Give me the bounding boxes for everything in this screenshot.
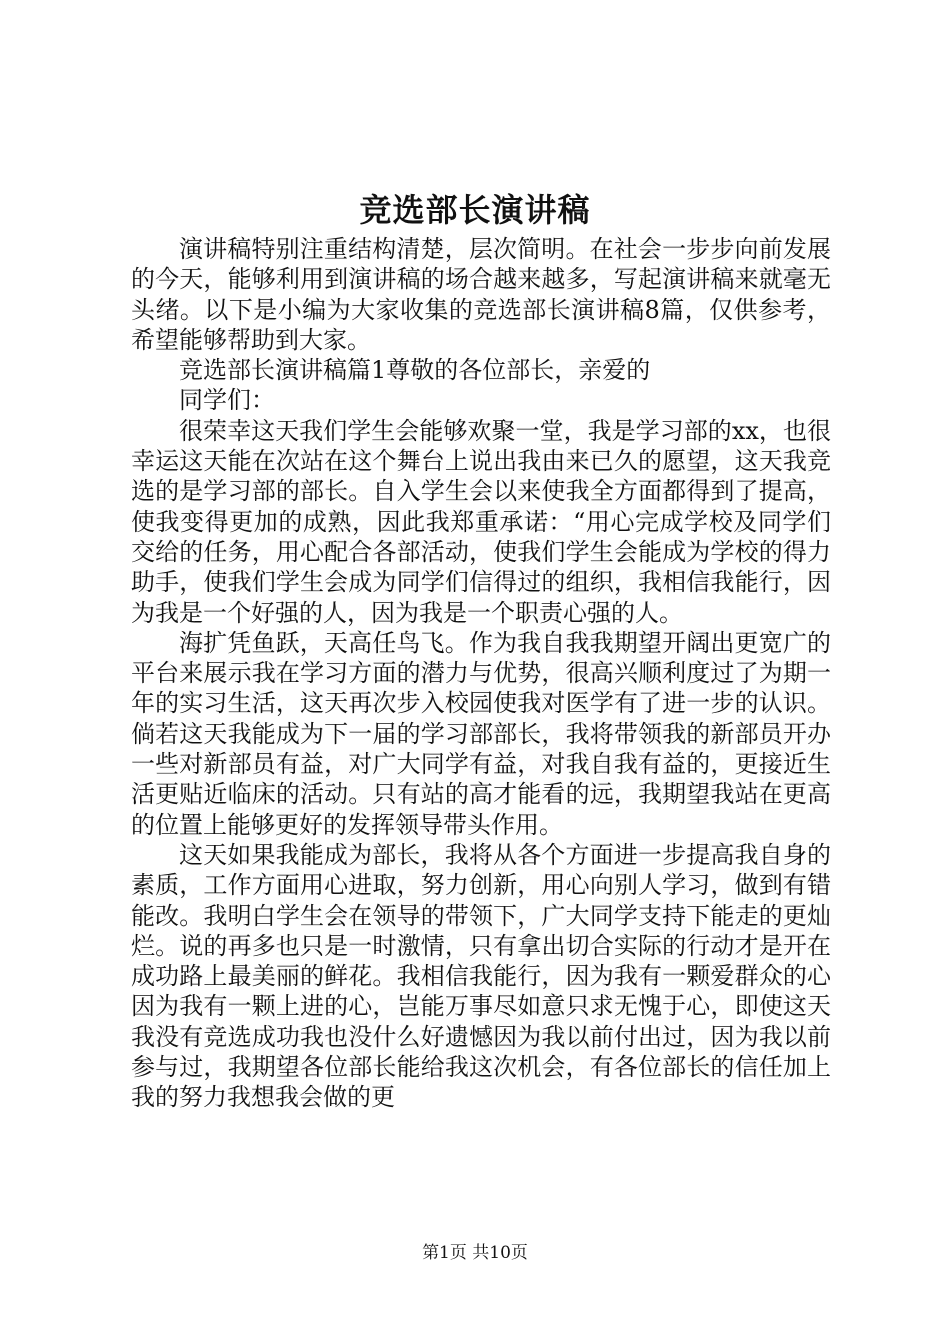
paragraph-body-1: 很荣幸这天我们学生会能够欢聚一堂，我是学习部的xx，也很幸运这天能在次站在这个舞台上说出我由来已久的愿望，这天我竞选的是学习部的部长。自入学生会以来使我全方面都得到了提高，使我变得更加的成熟，因此我郑重承诺：“用心完成学校及同学们交给的任务，用心配合各部活动，使我们学生会能成为学校的得力助手，使我们学生会成为同学们信得过的组织，我相信我能行，因为我是一个好强的人，因为我是一个职责心强的人。: [131, 416, 831, 627]
paragraph-body-3: 这天如果我能成为部长，我将从各个方面进一步提高我自身的素质，工作方面用心进取，努力创新，用心向别人学习，做到有错能改。我明白学生会在领导的带领下，广大同学支持下能走的更灿烂。说的再多也只是一时激情，只有拿出切合实际的行动才是开在成功路上最美丽的鲜花。我相信我能行，因为我有一颗爱群众的心因为我有一颗上进的心，岂能万事尽如意只求无愧于心，即使这天我没有竞选成功我也没什么好遗憾因为我以前付出过，因为我以前参与过，我期望各位部长能给我这次机会，有各位部长的信任加上我的努力我想我会做的更: [131, 840, 831, 1112]
document-body: [131, 234, 831, 1113]
paragraph-body-2: 海扩凭鱼跃，天高任鸟飞。作为我自我我期望开阔出更宽广的平台来展示我在学习方面的潜力与优势，很高兴顺利度过了为期一年的实习生活，这天再次步入校园使我对医学有了进一步的认识。倘若这天我能成为下一届的学习部部长，我将带领我的新部员开办一些对新部员有益，对广大同学有益，对我自我有益的，更接近生活更贴近临床的活动。只有站的高才能看的远，我期望我站在更高的位置上能够更好的发挥领导带头作用。: [131, 628, 831, 839]
paragraph-intro: 演讲稿特别注重结构清楚，层次简明。在社会一步步向前发展的今天，能够利用到演讲稿的场合越来越多，写起演讲稿来就毫无头绪。以下是小编为大家收集的竞选部长演讲稿8篇，仅供参考，希望能够帮助到大家。: [131, 235, 831, 354]
paragraph-salutation: 同学们：: [179, 386, 275, 415]
page-title: 竞选部长演讲稿: [359, 191, 591, 229]
page-footer: 第1页 共10页: [422, 1243, 528, 1263]
paragraph-heading-speech-1: 竞选部长演讲稿篇1尊敬的各位部长，亲爱的: [179, 356, 651, 385]
